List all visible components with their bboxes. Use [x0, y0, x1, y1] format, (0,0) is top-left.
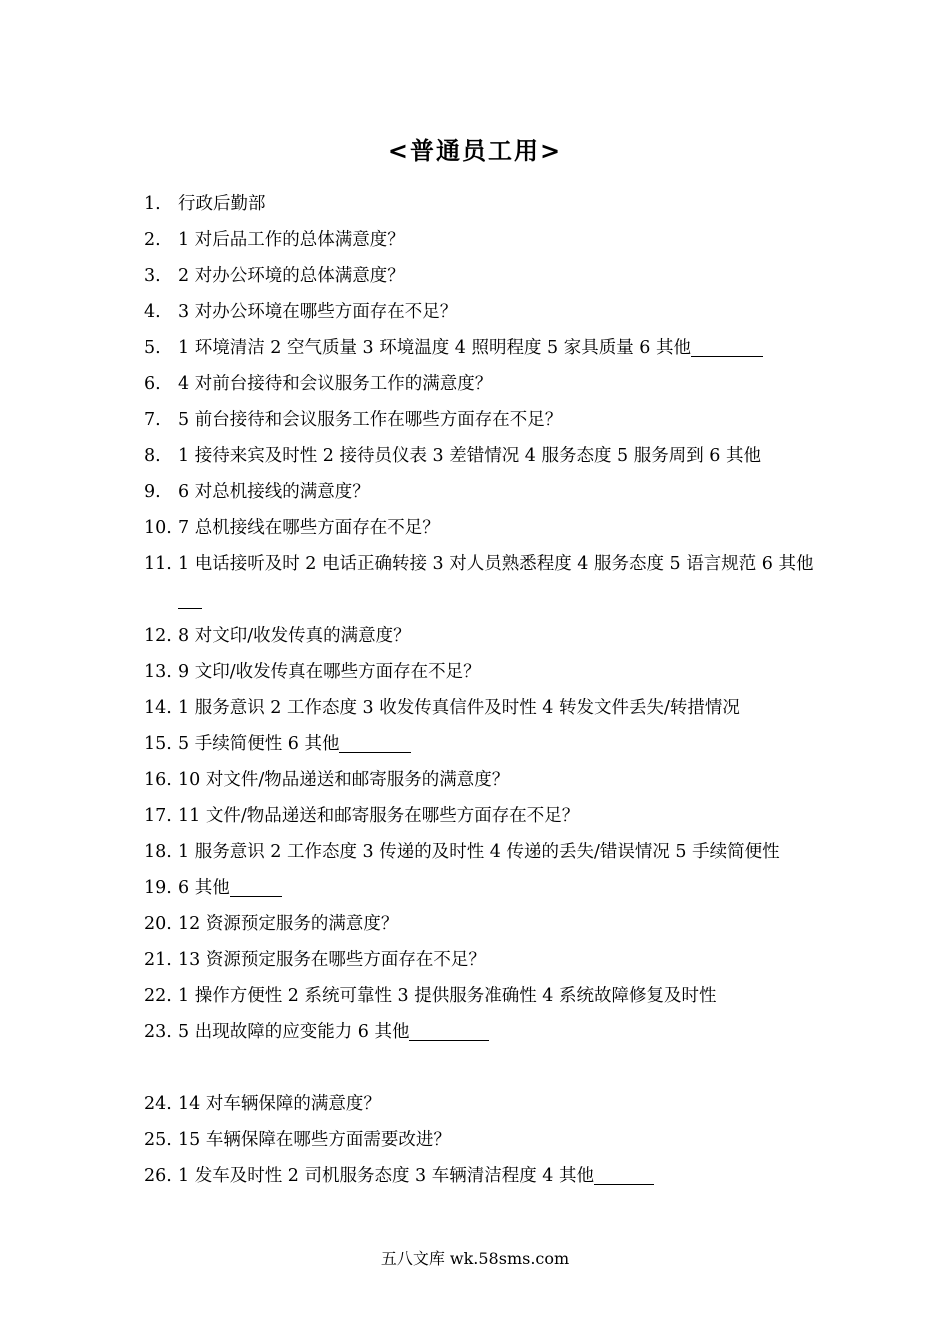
- item-number: 15.: [144, 734, 172, 754]
- fill-blank: [691, 334, 763, 357]
- item-text: 5 前台接待和会议服务工作在哪些方面存在不足？: [178, 410, 563, 430]
- item-text: 行政后勤部: [178, 194, 266, 214]
- item-text: 14 对车辆保障的满意度？: [178, 1094, 381, 1114]
- page-footer: 五八文库 wk.58sms.com: [380, 1249, 570, 1268]
- item-text: 7 总机接线在哪些方面存在不足？: [178, 518, 440, 538]
- item-number: 10.: [144, 518, 172, 538]
- item-text: 12 资源预定服务的满意度？: [178, 914, 399, 934]
- item-number: 18.: [144, 842, 172, 862]
- list-item: [0, 726, 818, 762]
- blank-line: [0, 1050, 950, 1086]
- list-item: [0, 1158, 818, 1194]
- list-item: [0, 510, 818, 546]
- fill-blank: [339, 730, 411, 753]
- item-number: 17.: [144, 806, 172, 826]
- item-number: 3.: [144, 266, 161, 286]
- item-text: 6 对总机接线的满意度？: [178, 482, 370, 502]
- list-item: [0, 1086, 818, 1122]
- item-number: 12.: [144, 626, 172, 646]
- item-number: 13.: [144, 662, 172, 682]
- list-item: [0, 186, 818, 222]
- item-text: 5 手续简便性 6 其他: [178, 734, 340, 754]
- item-text: 1 电话接听及时 2 电话正确转接 3 对人员熟悉程度 4 服务态度 5 语言规范 6 其他: [178, 554, 814, 574]
- item-text: 8 对文印/收发传真的满意度？: [178, 626, 411, 646]
- item-text: 5 出现故障的应变能力 6 其他: [178, 1022, 410, 1042]
- item-number: 4.: [144, 302, 161, 322]
- fill-blank: [230, 874, 282, 897]
- list-item: [0, 690, 818, 726]
- list-item: [0, 330, 818, 366]
- item-text: 1 服务意识 2 工作态度 3 传递的及时性 4 传递的丢失/错误情况 5 手续简便性: [178, 842, 780, 862]
- item-text: 9 文印/收发传真在哪些方面存在不足？: [178, 662, 481, 682]
- item-number: 24.: [144, 1094, 172, 1114]
- item-text: 4 对前台接待和会议服务工作的满意度？: [178, 374, 493, 394]
- fill-blank: [409, 1018, 489, 1041]
- item-text: 1 接待来宾及时性 2 接待员仪表 3 差错情况 4 服务态度 5 服务周到 6 其他: [178, 446, 761, 466]
- list-item: [0, 834, 818, 870]
- item-number: 22.: [144, 986, 172, 1006]
- questionnaire-list: [0, 186, 950, 1194]
- item-number: 16.: [144, 770, 172, 790]
- list-item: [0, 402, 818, 438]
- item-number: 21.: [144, 950, 172, 970]
- item-number: 19.: [144, 878, 172, 898]
- item-number: 5.: [144, 338, 161, 358]
- item-text: 1 操作方便性 2 系统可靠性 3 提供服务准确性 4 系统故障修复及时性: [178, 986, 717, 1006]
- list-item: [0, 618, 818, 654]
- list-item: [0, 762, 818, 798]
- item-text: 1 发车及时性 2 司机服务态度 3 车辆清洁程度 4 其他: [178, 1166, 594, 1186]
- list-item: [0, 474, 818, 510]
- item-text: 1 对后品工作的总体满意度？: [178, 230, 405, 250]
- item-number: 20.: [144, 914, 172, 934]
- item-number: 25.: [144, 1130, 172, 1150]
- list-item: [0, 906, 818, 942]
- item-number: 26.: [144, 1166, 172, 1186]
- item-number: 11.: [144, 554, 172, 574]
- item-number: 1.: [144, 194, 161, 214]
- item-number: 2.: [144, 230, 161, 250]
- list-item: [0, 942, 818, 978]
- list-item: [0, 438, 818, 474]
- item-number: 6.: [144, 374, 161, 394]
- item-text: 1 环境清洁 2 空气质量 3 环境温度 4 照明程度 5 家具质量 6 其他: [178, 338, 691, 358]
- list-item: [0, 1122, 818, 1158]
- list-item: [0, 870, 818, 906]
- list-item: [0, 366, 818, 402]
- list-item: [0, 798, 818, 834]
- item-text: 10 对文件/物品递送和邮寄服务的满意度？: [178, 770, 510, 790]
- list-item: [0, 1014, 818, 1050]
- fill-blank: [178, 586, 202, 609]
- list-item: [0, 258, 818, 294]
- item-text: 1 服务意识 2 工作态度 3 收发传真信件及时性 4 转发文件丢失/转措情况: [178, 698, 740, 718]
- item-text: 3 对办公环境在哪些方面存在不足？: [178, 302, 458, 322]
- item-number: 9.: [144, 482, 161, 502]
- list-item: [0, 654, 818, 690]
- list-item: [0, 546, 818, 618]
- list-item: [0, 222, 818, 258]
- item-number: 7.: [144, 410, 161, 430]
- list-item: [0, 978, 818, 1014]
- item-number: 14.: [144, 698, 172, 718]
- item-text: 2 对办公环境的总体满意度？: [178, 266, 405, 286]
- item-text: 13 资源预定服务在哪些方面存在不足？: [178, 950, 486, 970]
- item-number: 8.: [144, 446, 161, 466]
- page-title: <普通员工用>: [387, 137, 563, 165]
- item-text: 11 文件/物品递送和邮寄服务在哪些方面存在不足？: [178, 806, 580, 826]
- item-number: 23.: [144, 1022, 172, 1042]
- item-text: 6 其他: [178, 878, 230, 898]
- fill-blank: [594, 1162, 654, 1185]
- list-item: [0, 294, 818, 330]
- item-text: 15 车辆保障在哪些方面需要改进？: [178, 1130, 451, 1150]
